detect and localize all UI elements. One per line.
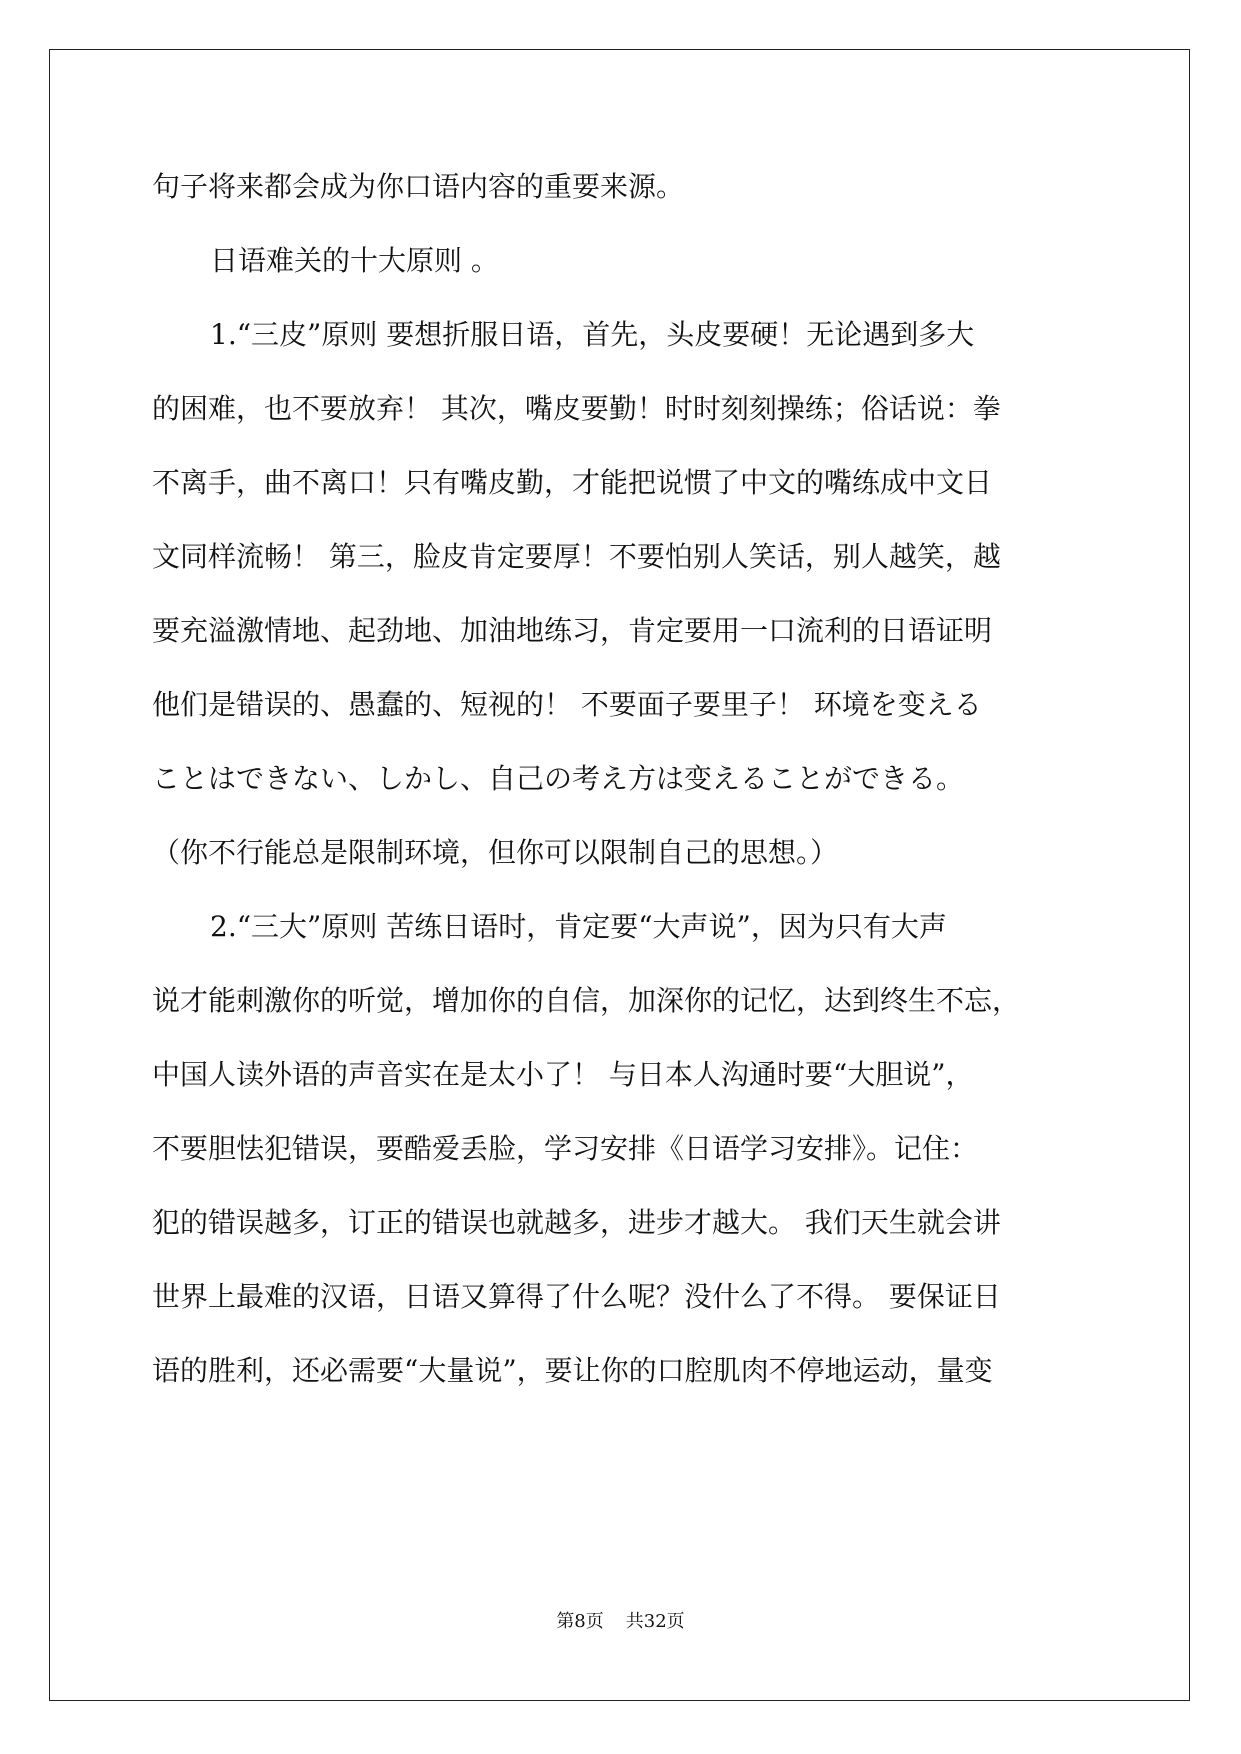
paragraph-line: 他们是错误的、愚蠢的、短视的！ 不要面子要里子！ 环境を变える	[152, 688, 982, 721]
paragraph-line: 要充溢激情地、起劲地、加油地练习，肯定要用一口流利的日语证明	[152, 614, 993, 647]
paragraph-line: 世界上最难的汉语，日语又算得了什么呢？没什么了不得。 要保证日	[152, 1280, 1001, 1313]
paragraph-line: ことはできない、しかし、自己の考え方は变えることができる。	[152, 762, 965, 795]
page-footer	[0, 1607, 1241, 1633]
paragraph-line: 2.“三大”原则 苦练日语时，肯定要“大声说”，因为只有大声	[210, 910, 947, 943]
document-body	[152, 150, 1102, 1408]
page-total: 共32页	[625, 1611, 685, 1632]
paragraph-line: 不要胆怯犯错误，要酷爱丢脸，学习安排《日语学习安排》。记住：	[152, 1132, 979, 1165]
page-number: 第8页	[556, 1611, 604, 1632]
paragraph-line: 文同样流畅！ 第三，脸皮肯定要厚！不要怕别人笑话，别人越笑，越	[152, 540, 1001, 573]
paragraph-line: 说才能刺激你的听觉，增加你的自信，加深你的记忆，达到终生不忘，	[152, 984, 1021, 1017]
paragraph-line: 1.“三皮”原则 要想折服日语，首先，头皮要硬！无论遇到多大	[210, 318, 975, 351]
paragraph-line: 的困难，也不要放弃！ 其次，嘴皮要勤！时时刻刻操练；俗话说：拳	[152, 392, 1001, 425]
paragraph-line: 句子将来都会成为你口语内容的重要来源。	[152, 170, 685, 203]
paragraph-line: 犯的错误越多，订正的错误也就越多，进步才越大。 我们天生就会讲	[152, 1206, 1001, 1239]
paragraph-line: 中国人读外语的声音实在是太小了！ 与日本人沟通时要“大胆说”，	[152, 1058, 974, 1091]
paragraph-line: 不离手，曲不离口！只有嘴皮勤，才能把说惯了中文的嘴练成中文日	[152, 466, 993, 499]
paragraph-line: 日语难关的十大原则 。	[210, 244, 499, 277]
paragraph-line: （你不行能总是限制环境，但你可以限制自己的思想。）	[152, 836, 839, 869]
paragraph-line: 语的胜利，还必需要“大量说”，要让你的口腔肌肉不停地运动，量变	[152, 1354, 993, 1387]
